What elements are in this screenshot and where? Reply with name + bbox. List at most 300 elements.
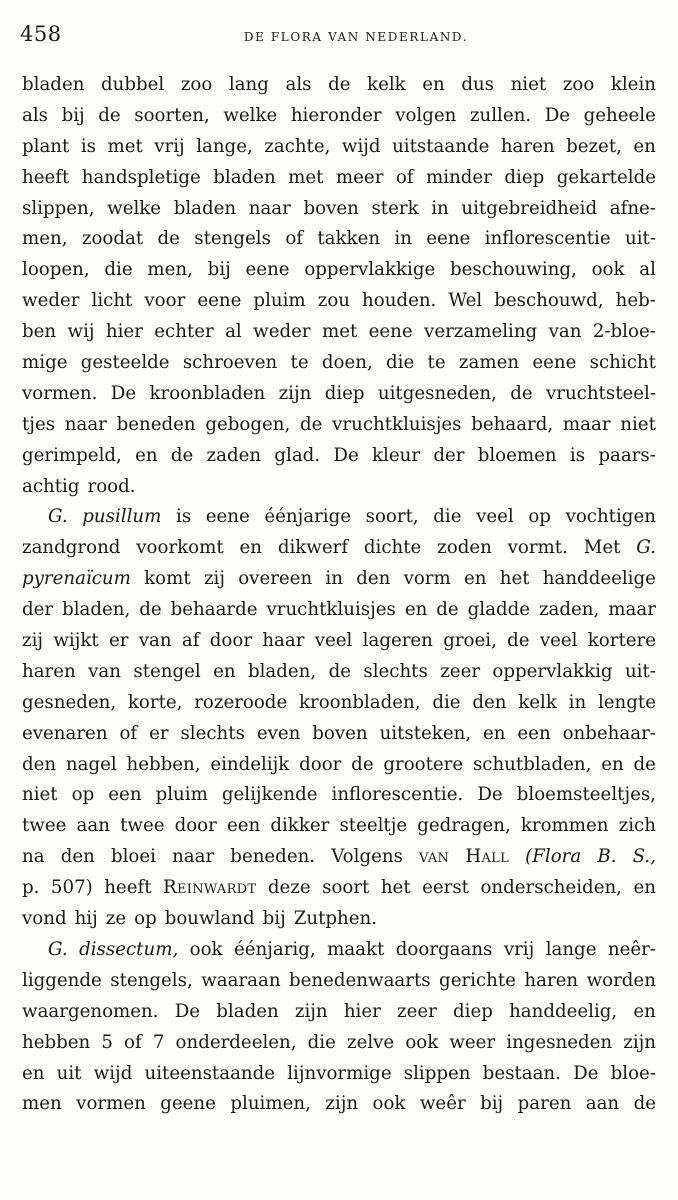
word: inflorescentie <box>484 228 611 250</box>
text-line <box>22 101 656 132</box>
word: behaarde <box>170 599 258 621</box>
word: slippen, <box>22 197 95 219</box>
word: twee <box>120 815 165 837</box>
word: gerimpeld, <box>22 444 122 466</box>
word: naar <box>248 197 291 219</box>
word: een <box>108 784 142 806</box>
word: onderscheiden, <box>480 877 622 899</box>
word: uit- <box>625 228 656 250</box>
word: het <box>499 568 530 590</box>
word: bij <box>262 908 286 930</box>
text-line <box>22 842 656 873</box>
word: eene <box>245 259 290 281</box>
word: aan <box>76 815 110 837</box>
word: maakt <box>327 938 385 960</box>
word: vormen <box>76 1093 146 1115</box>
word: dikwerf <box>277 537 349 559</box>
word: vormt. <box>507 537 568 559</box>
word: en <box>464 568 487 590</box>
word: B. <box>597 846 617 868</box>
word: schicht <box>589 352 656 374</box>
text-line <box>22 348 656 379</box>
word: hebben <box>22 1031 91 1053</box>
word: door <box>174 815 217 837</box>
word: 5 <box>101 1031 113 1053</box>
word: dikker <box>270 815 330 837</box>
word: lengte <box>597 691 656 713</box>
word: overeen <box>238 568 313 590</box>
word: men, <box>147 259 193 281</box>
word: zachte, <box>264 135 331 157</box>
word: liggende <box>22 969 102 991</box>
word: pluim <box>155 784 208 806</box>
word: die <box>386 352 415 374</box>
word: Hall <box>465 846 510 868</box>
text-line <box>22 255 656 286</box>
word: grootere <box>383 753 464 775</box>
word: mige <box>22 352 68 374</box>
word: te <box>290 352 309 374</box>
word: gesneden, <box>22 691 117 713</box>
word: niet <box>22 784 58 806</box>
word: vochtigen <box>565 506 656 528</box>
word: zeer <box>397 1000 437 1022</box>
word: veel <box>539 630 578 652</box>
word: bladen <box>213 166 276 188</box>
word: lange <box>545 938 597 960</box>
word: den <box>60 846 95 868</box>
word: zandgrond <box>22 537 121 559</box>
word: dissectum, <box>79 938 179 960</box>
body-text <box>22 70 656 1120</box>
word: en <box>213 660 236 682</box>
text-line <box>22 1059 656 1090</box>
word: uit- <box>624 660 656 682</box>
word: vorm <box>403 568 451 590</box>
text-line <box>22 904 656 935</box>
word: zamen <box>458 352 520 374</box>
word: 7 <box>152 1031 165 1053</box>
word: rood. <box>87 475 136 497</box>
word: licht <box>91 290 133 312</box>
word: en <box>135 444 158 466</box>
text-line <box>22 595 656 626</box>
word: en <box>239 537 262 559</box>
word: glad. <box>274 444 321 466</box>
word: pluimen, <box>230 1093 311 1115</box>
word: Wel <box>448 290 483 312</box>
word: G. <box>48 938 68 960</box>
word: doorgaans <box>395 938 493 960</box>
word: lageren <box>362 630 433 652</box>
word: en <box>22 1062 45 1084</box>
word: De <box>477 784 503 806</box>
word: krommen <box>520 815 609 837</box>
word: de <box>328 74 351 95</box>
word: houden. <box>362 290 437 312</box>
word: kroonbladen, <box>299 691 421 713</box>
word: de <box>300 413 323 435</box>
word: ook <box>372 1093 406 1115</box>
word: wijkt <box>53 630 99 652</box>
word: beneden. <box>230 846 316 868</box>
word: klein <box>610 74 656 95</box>
word: bladen <box>216 1000 279 1022</box>
text-line <box>22 997 656 1028</box>
word: lang <box>228 74 269 95</box>
word: haren <box>22 660 76 682</box>
word: pusillum <box>82 506 162 528</box>
word: zoodat <box>81 228 144 250</box>
word: de <box>633 1093 656 1115</box>
text-line <box>22 966 656 997</box>
word: eindelijk <box>210 753 290 775</box>
word: maar <box>608 599 656 621</box>
word: gedragen, <box>417 815 511 837</box>
word: vrij <box>154 135 185 157</box>
word: zijn <box>623 1031 656 1053</box>
word: eene <box>368 321 413 343</box>
word: handspletige <box>81 166 201 188</box>
word: kroonbladen <box>149 382 266 404</box>
word: weder <box>253 321 311 343</box>
word: op <box>71 784 95 806</box>
word: af <box>181 630 200 652</box>
word: er <box>149 722 169 744</box>
word: sterk <box>371 197 419 219</box>
word: paars- <box>598 444 656 466</box>
word: volgen <box>395 104 457 126</box>
word: De <box>174 1000 201 1022</box>
word: vruchtkluisjes <box>332 413 462 435</box>
word: weer <box>449 1031 496 1053</box>
word: slippen <box>403 1062 471 1084</box>
running-title: DE FLORA VAN NEDERLAND. <box>243 30 469 44</box>
word: haar <box>262 630 305 652</box>
word: groei, <box>443 630 497 652</box>
word: van <box>138 630 172 652</box>
word: die <box>433 506 462 528</box>
word: doen, <box>321 352 373 374</box>
word: gekartelde <box>556 166 656 188</box>
word: zijn <box>294 1000 328 1022</box>
word: gelijkende <box>221 784 318 806</box>
word: wij <box>67 321 95 343</box>
word: voorkomt <box>136 537 224 559</box>
word: in <box>394 228 412 250</box>
word: (Flora <box>525 846 582 868</box>
word: achtig <box>22 475 80 497</box>
text-line <box>22 502 656 533</box>
word: gerichte <box>439 969 516 991</box>
word: handdeelig, <box>509 1000 618 1022</box>
text-line <box>22 719 656 750</box>
word: ze <box>105 908 127 930</box>
word: zaden, <box>538 599 600 621</box>
text-line <box>22 410 656 441</box>
word: wijd <box>93 1062 133 1084</box>
word: zoo <box>180 74 213 95</box>
word: lange, <box>196 135 253 157</box>
word: kortere <box>587 630 656 652</box>
word: uitgebreidheid <box>461 197 598 219</box>
word: na <box>22 846 45 868</box>
word: takken <box>317 228 381 250</box>
word: soort, <box>365 506 419 528</box>
word: uitsteken, <box>379 722 472 744</box>
text-line <box>22 317 656 348</box>
word: of <box>119 722 138 744</box>
word: stengels <box>194 228 271 250</box>
word: gesteelde <box>80 352 170 374</box>
word: bij <box>61 104 85 126</box>
word: de <box>351 753 374 775</box>
word: S., <box>632 846 656 868</box>
word: uitgesneden, <box>377 382 497 404</box>
word: al <box>225 321 242 343</box>
word: zijn <box>325 1093 359 1115</box>
word: de <box>328 660 351 682</box>
word: den <box>356 568 391 590</box>
word: bij <box>207 259 231 281</box>
word: komt <box>144 568 191 590</box>
word: een <box>226 815 261 837</box>
word: twee <box>22 815 67 837</box>
word: als <box>22 104 48 126</box>
text-line <box>22 688 656 719</box>
word: Met <box>583 537 621 559</box>
word: en <box>404 599 428 621</box>
word: bladen <box>173 197 237 219</box>
word: in <box>431 197 449 219</box>
word: deze <box>267 877 311 899</box>
word: van <box>419 846 450 868</box>
word: heeft <box>104 877 152 899</box>
word: meer <box>335 166 384 188</box>
word: schutbladen, <box>472 753 592 775</box>
word: plant <box>22 135 70 157</box>
word: de <box>510 382 533 404</box>
word: door <box>299 753 342 775</box>
word: boven <box>312 722 368 744</box>
word: maar <box>562 413 611 435</box>
text-line <box>22 70 656 101</box>
word: worden <box>586 969 656 991</box>
word: eene <box>426 228 471 250</box>
word: minder <box>426 166 492 188</box>
word: 2-bloe- <box>592 321 656 343</box>
word: gebogen, <box>205 413 291 435</box>
word: met <box>321 321 358 343</box>
word: Volgens <box>331 846 403 868</box>
word: schroeven <box>182 352 278 374</box>
word: kelk <box>518 691 557 713</box>
word: uiteenstaande <box>144 1062 276 1084</box>
word: vond <box>22 908 67 930</box>
word: die <box>307 1031 336 1053</box>
word: boven <box>303 197 359 219</box>
word: en <box>633 877 656 899</box>
word: ben <box>22 321 57 343</box>
word: geene <box>160 1093 216 1115</box>
word: heeft <box>22 166 70 188</box>
text-line <box>22 626 656 657</box>
word: p. <box>22 877 40 899</box>
word: men <box>22 1093 62 1115</box>
word: naar <box>64 413 107 435</box>
text-line <box>22 132 656 163</box>
word: bladen, <box>62 599 131 621</box>
word: bezet, <box>566 135 622 157</box>
word: die <box>432 691 461 713</box>
word: even <box>256 722 301 744</box>
word: rozeroode <box>194 691 288 713</box>
word: hij <box>74 908 98 930</box>
word: G. <box>48 506 68 528</box>
word: hebben, <box>126 753 201 775</box>
word: de <box>98 104 121 126</box>
word: of <box>124 1031 142 1053</box>
word: dus <box>461 74 495 95</box>
word: echter <box>154 321 214 343</box>
word: beschouwd, <box>494 290 604 312</box>
word: de <box>633 753 656 775</box>
word: bloe- <box>610 1062 656 1084</box>
word: oppervlakkige <box>304 259 436 281</box>
word: is <box>80 135 96 157</box>
word: waargenomen. <box>22 1000 159 1022</box>
word: bloemsteeltjes, <box>516 784 656 806</box>
word: zaden <box>206 444 262 466</box>
word: zoden <box>437 537 492 559</box>
word: behaard, <box>471 413 554 435</box>
word: inflorescentie. <box>331 784 464 806</box>
word: der <box>22 599 54 621</box>
word: De <box>544 104 571 126</box>
word: waaraan <box>201 969 281 991</box>
word: afne- <box>609 197 656 219</box>
word: uitstaande <box>392 135 490 157</box>
word: met <box>288 166 324 188</box>
word: zij <box>22 630 44 652</box>
word: éénjarig, <box>234 938 316 960</box>
word: de <box>436 599 459 621</box>
word: op <box>528 506 551 528</box>
word: lijnvormige <box>287 1062 392 1084</box>
word: van <box>88 660 121 682</box>
word: gladde <box>467 599 530 621</box>
word: paren <box>517 1093 572 1115</box>
word: eene <box>532 352 577 374</box>
word: zullen. <box>469 104 532 126</box>
text-line <box>22 224 656 255</box>
text-line <box>22 472 656 503</box>
word: niet <box>620 413 656 435</box>
word: bloei <box>110 846 156 868</box>
text-line <box>22 1028 656 1059</box>
word: vrij <box>503 938 535 960</box>
word: den <box>472 691 507 713</box>
word: bloemen <box>477 444 557 466</box>
word: en <box>633 1000 656 1022</box>
word: al <box>639 259 656 281</box>
word: die <box>104 259 133 281</box>
word: bestaan. <box>482 1062 561 1084</box>
word: zelve <box>347 1031 395 1053</box>
word: weêr <box>419 1093 466 1115</box>
word: beneden <box>116 413 196 435</box>
word: zijn <box>278 382 312 404</box>
word: neêr- <box>607 938 656 960</box>
text-line <box>22 873 656 904</box>
word: geheele <box>583 104 656 126</box>
word: is <box>569 444 586 466</box>
page-header <box>20 22 656 48</box>
text-line <box>22 564 656 595</box>
word: De <box>573 1062 599 1084</box>
word: vormen. <box>22 382 98 404</box>
word: heb- <box>615 290 656 312</box>
word: eene <box>197 290 242 312</box>
word: De <box>333 444 359 466</box>
word: beschouwing, <box>450 259 577 281</box>
word: als <box>285 74 312 95</box>
word: vruchtsteel- <box>545 382 656 404</box>
word: handdeelige <box>542 568 656 590</box>
word: naar <box>172 846 215 868</box>
word: der <box>433 444 465 466</box>
word: vruchtkluisjes <box>266 599 396 621</box>
word: ook <box>405 1031 439 1053</box>
word: hieronder <box>290 104 382 126</box>
text-line <box>22 194 656 225</box>
text-line <box>22 935 656 966</box>
text-line <box>22 379 656 410</box>
word: eene <box>205 506 250 528</box>
word: en <box>601 753 624 775</box>
word: de <box>507 630 530 652</box>
word: oppervlakkig <box>492 660 613 682</box>
text-line <box>22 780 656 811</box>
word: en <box>483 722 506 744</box>
word: niet <box>510 74 547 95</box>
word: den <box>22 753 57 775</box>
word: welke <box>223 104 278 126</box>
word: De <box>110 382 137 404</box>
text-line <box>22 657 656 688</box>
word: in <box>568 691 587 713</box>
word: de <box>157 228 180 250</box>
word: steeltje <box>339 815 408 837</box>
word: welke <box>107 197 162 219</box>
word: nagel <box>65 753 117 775</box>
word: een <box>517 722 551 744</box>
word: zich <box>618 815 656 837</box>
text-line <box>22 286 656 317</box>
word: bij <box>480 1093 504 1115</box>
word: loopen, <box>22 259 90 281</box>
word: uit <box>56 1062 82 1084</box>
word: het <box>380 877 411 899</box>
word: ook <box>591 259 625 281</box>
word: onderdeelen, <box>175 1031 297 1053</box>
word: Zutphen. <box>293 908 377 930</box>
word: ook <box>189 938 223 960</box>
word: en <box>633 135 656 157</box>
word: wijd <box>341 135 381 157</box>
text-line <box>22 750 656 781</box>
word: bouwland <box>164 908 255 930</box>
